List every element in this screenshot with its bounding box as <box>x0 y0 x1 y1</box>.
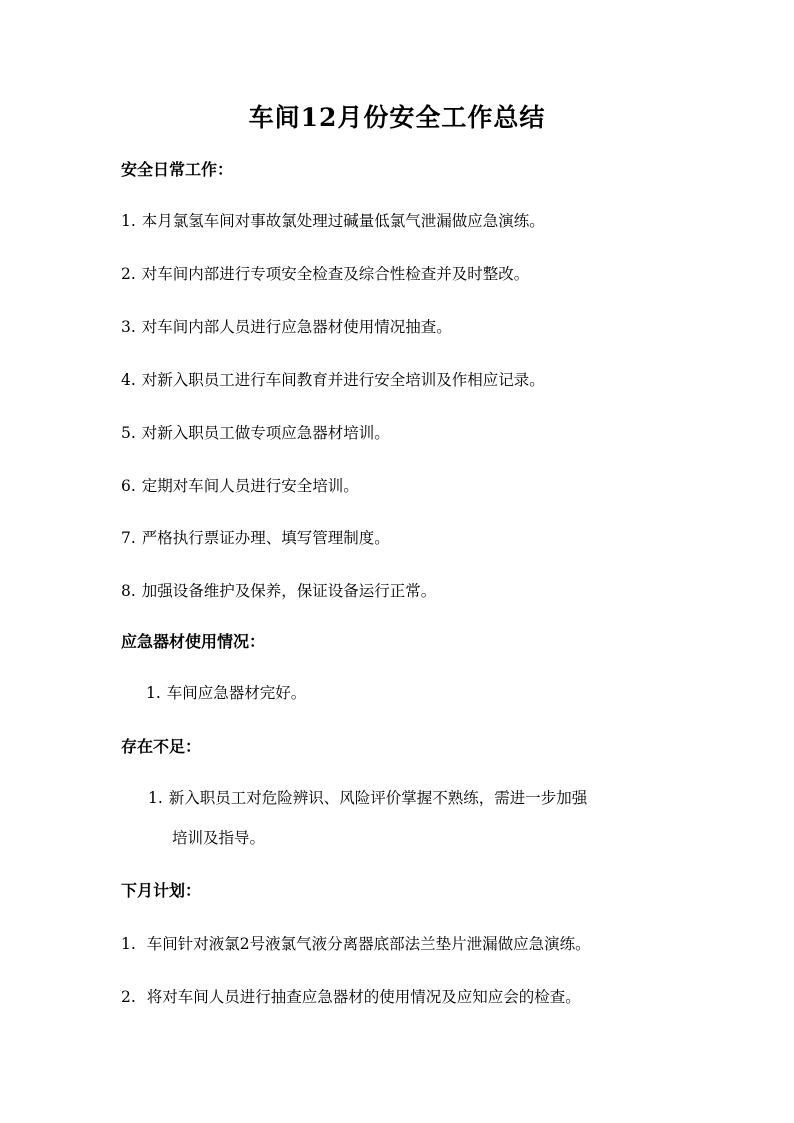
list-item <box>121 262 529 286</box>
list-item-number: 3. <box>121 318 136 336</box>
list-item-text: 对新入职员工做专项应急器材培训。 <box>141 424 390 442</box>
list-item-number: 1. <box>146 684 161 702</box>
section-heading-daily: 安全日常工作： <box>121 160 234 179</box>
list-item <box>121 526 390 550</box>
list-item-text: 定期对车间人员进行安全培训。 <box>141 477 359 495</box>
list-item-text: 严格执行票证办理、填写管理制度。 <box>141 529 390 547</box>
list-item-text: 加强设备维护及保养，保证设备运行正常。 <box>141 582 437 600</box>
list-item <box>146 681 306 705</box>
list-item-text: 新入职员工对危险辨识、风险评价掌握不熟练，需进一步加强 <box>168 789 588 807</box>
document-title: 车间12月份安全工作总结 <box>248 103 546 132</box>
list-item <box>121 421 390 445</box>
list-item-number: 4. <box>121 371 136 389</box>
list-item-text: 对新入职员工进行车间教育并进行安全培训及作相应记录。 <box>141 371 545 389</box>
list-item-number: 8. <box>121 582 136 600</box>
list-item-number: 1. <box>121 935 136 953</box>
list-item <box>148 786 587 810</box>
list-item-text: 对车间内部人员进行应急器材使用情况抽查。 <box>141 318 452 336</box>
section-heading-equipment: 应急器材使用情况： <box>121 632 266 651</box>
list-item <box>121 474 359 498</box>
list-item <box>121 579 436 603</box>
list-item <box>121 315 452 339</box>
list-item-number: 5. <box>121 424 136 442</box>
section-heading-plan: 下月计划： <box>121 881 202 900</box>
list-item-number: 7. <box>121 529 136 547</box>
list-item-number: 2. <box>121 265 136 283</box>
list-item <box>121 932 591 956</box>
list-item <box>121 985 581 1009</box>
list-item-text: 车间针对液氯2号液氯气液分离器底部法兰垫片泄漏做应急演练。 <box>146 935 591 953</box>
list-item-number: 1. <box>121 212 136 230</box>
list-item <box>121 368 545 392</box>
list-item-number: 2. <box>121 988 136 1006</box>
section-heading-shortcomings: 存在不足： <box>121 737 202 756</box>
list-item-number: 1. <box>148 789 163 807</box>
list-item-text: 对车间内部进行专项安全检查及综合性检查并及时整改。 <box>141 265 530 283</box>
list-item-text: 将对车间人员进行抽查应急器材的使用情况及应知应会的检查。 <box>146 988 581 1006</box>
list-item-number: 6. <box>121 477 136 495</box>
list-item <box>121 209 545 233</box>
list-item-text: 本月氯氢车间对事故氯处理过碱量低氯气泄漏做应急演练。 <box>141 212 545 230</box>
list-item-text: 车间应急器材完好。 <box>166 684 307 702</box>
list-item-continuation: 培训及指导。 <box>172 829 266 847</box>
